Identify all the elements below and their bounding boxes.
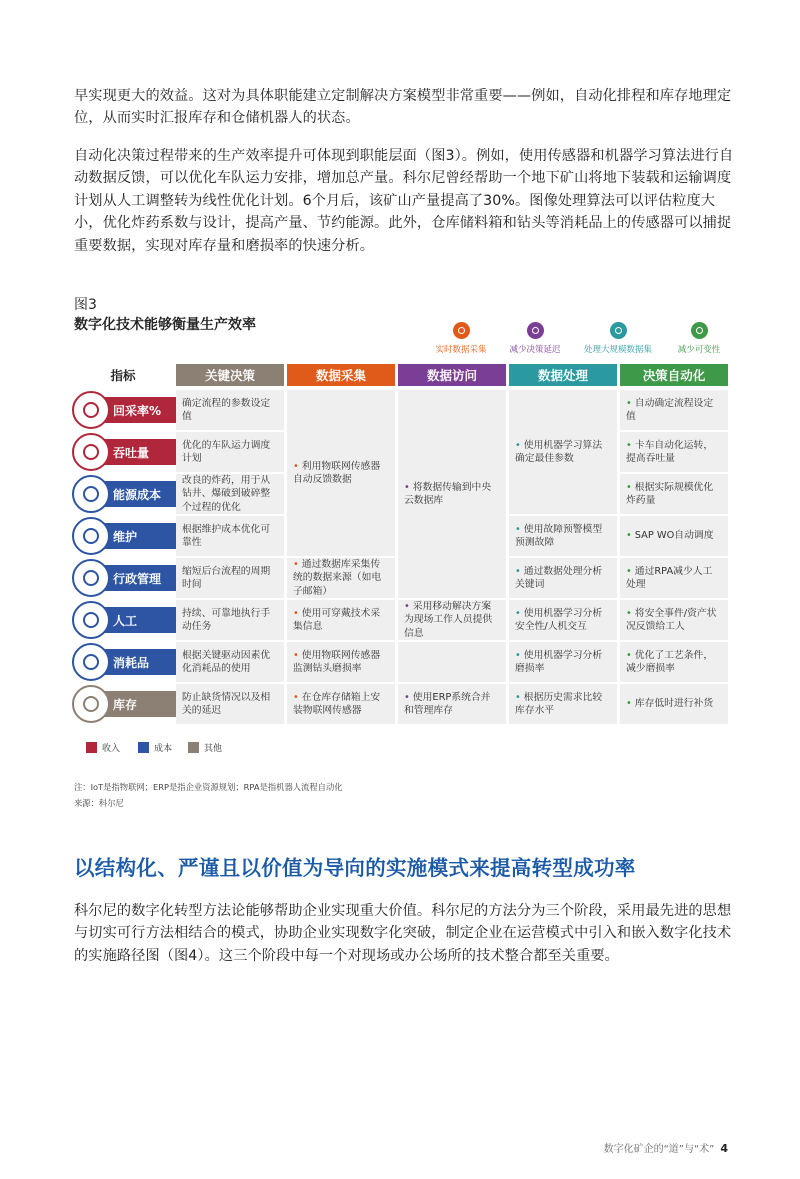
- indicator-recovery: [72, 391, 174, 429]
- indicator-label: 维护: [91, 523, 246, 549]
- figure-source: 来源：科尔尼: [74, 798, 124, 808]
- automation-cell: • 优化了工艺条件，减少磨损率: [620, 642, 728, 682]
- key-decision-cell: 防止缺货情况以及相关的延迟: [176, 684, 284, 724]
- legend-realtime-label: 实时数据采集: [435, 345, 487, 355]
- automation-cell: • 根据实际规模优化炸药量: [620, 474, 728, 514]
- header-data-processing: 数据处理: [509, 364, 617, 386]
- recycle-icon: [72, 391, 110, 429]
- page-number: 4: [720, 1142, 728, 1155]
- legend-other: 其他: [188, 741, 222, 754]
- indicator-inventory: [72, 685, 174, 723]
- figure-note: 注：IoT是指物联网；ERP是指企业资源规划；RPA是指机器人流程自动化: [74, 782, 343, 792]
- body-paragraph-1: 早实现更大的效益。这对为具体职能建立定制解决方案模型非常重要——例如，自动化排程和库存地理定位，从而实时汇报库存和仓储机器人的状态。: [74, 88, 732, 127]
- key-decision-cell: 确定流程的参数设定值: [176, 390, 284, 430]
- figure-title: 数字化技术能够衡量生产效率: [74, 317, 256, 333]
- key-decision-cell: 优化的车队运力调度计划: [176, 432, 284, 472]
- legend-cost: 成本: [138, 741, 172, 754]
- indicator-labor: [72, 601, 174, 639]
- indicator-label: 能源成本: [91, 481, 246, 507]
- legend-bigdata: [576, 322, 660, 358]
- data-processing-cell: • 使用机器学习分析磨损率: [509, 642, 617, 682]
- legend-bigdata-label: 处理大规模数据集: [583, 345, 652, 355]
- data-access-cell: • 使用ERP系统合并和管理库存: [398, 684, 506, 724]
- data-processing-cell: • 使用机器学习分析安全性/人机交互: [509, 600, 617, 640]
- key-decision-cell: 改良的炸药，用于从钻井、爆破到破碎整个过程的优化: [176, 474, 284, 514]
- data-processing-cell: • 使用机器学习算法确定最佳参数: [509, 390, 617, 514]
- body-paragraph-2: 自动化决策过程带来的生产效率提升可体现到职能层面（图3）。例如，使用传感器和机器学习算法进行自动数据反馈，可以优化车队运力安排，增加总产量。科尔尼曾经帮助一个地下矿山将地下装载和运输调度计划从人工调整转为线性优化计划。6个月后，该矿山产量提高了30%。图像处理算法可以评估粒度大小，优化炸药系数与设计，提高产量、节约能源。此外，仓库储料箱和钻头等消耗品上的传感器可以捕捉重要数据，实现对库存量和磨损率的快速分析。: [74, 148, 734, 254]
- data-collection-cell: • 通过数据库采集传统的数据来源（如电子邮箱）: [287, 558, 395, 598]
- indicator-throughput: [72, 433, 174, 471]
- legend-delay: [502, 322, 568, 358]
- header-data-collection: 数据采集: [287, 364, 395, 386]
- header-data-access: 数据访问: [398, 364, 506, 386]
- automation-cell: • 将安全事件/资产状况反馈给工人: [620, 600, 728, 640]
- delay-icon: [527, 322, 544, 339]
- data-collection-cell: • 使用可穿戴技术采集信息: [287, 600, 395, 640]
- automation-cell: • 通过RPA减少人工处理: [620, 558, 728, 598]
- indicator-maintenance: [72, 517, 174, 555]
- atom-icon: [72, 475, 110, 513]
- key-decision-cell: 根据关键驱动因素优化消耗品的使用: [176, 642, 284, 682]
- data-processing-cell: • 使用故障预警模型预测故障: [509, 516, 617, 556]
- drop-icon: [72, 643, 110, 681]
- legend-variability-label: 减少可变性: [677, 345, 721, 355]
- data-collection-cell: • 使用物联网传感器监测钻头磨损率: [287, 642, 395, 682]
- key-decision-cell: 缩短后台流程的周期时间: [176, 558, 284, 598]
- legend-revenue: 收入: [86, 741, 120, 754]
- legend-delay-label: 减少决策延迟: [509, 345, 561, 355]
- key-decision-cell: 持续、可靠地执行手动任务: [176, 600, 284, 640]
- data-access-cell: • 采用移动解决方案为现场工作人员提供信息: [398, 600, 506, 640]
- key-decision-cell: 根据维护成本优化可靠性: [176, 516, 284, 556]
- legend-variability: [666, 322, 732, 358]
- data-collection-cell: • 在仓库存储箱上安装物联网传感器: [287, 684, 395, 724]
- body-paragraph-3: 科尔尼的数字化转型方法论能够帮助企业实现重大价值。科尔尼的方法分为三个阶段，采用最先进的思想与切实可行方法相结合的模式，协助企业实现数字化突破，制定企业在运营模式中引入和嵌入数字化技术的实施路径图（图4）。这三个阶段中每一个对现场或办公场所的技术整合都至关重要。: [74, 903, 732, 964]
- indicator-label: 人工: [91, 607, 246, 633]
- realtime-icon: [453, 322, 470, 339]
- automation-cell: • 卡车自动化运转，提高吞吐量: [620, 432, 728, 472]
- box-icon: [72, 685, 110, 723]
- section-heading: 以结构化、严谨且以价值为导向的实施模式来提高转型成功率: [74, 856, 636, 880]
- header-decision-automation: 决策自动化: [620, 364, 728, 386]
- data-access-cell-empty: [398, 642, 506, 682]
- automation-cell: • 自动确定流程设定值: [620, 390, 728, 430]
- wrench-icon: [72, 517, 110, 555]
- indicator-label: 吞吐量: [91, 439, 246, 465]
- legend-realtime: [428, 322, 494, 358]
- indicator-energy-cost: [72, 475, 174, 513]
- footer-title: 数字化矿企的“道”与“术”: [603, 1144, 715, 1155]
- variability-icon: [691, 322, 708, 339]
- data-access-cell: • 将数据传输到中央云数据库: [398, 390, 506, 598]
- indicator-administration: [72, 559, 174, 597]
- figure-label: 图3: [74, 297, 97, 313]
- page-footer: [604, 1140, 728, 1155]
- header-indicator: 指标: [72, 364, 174, 386]
- data-collection-cell: • 利用物联网传感器自动反馈数据: [287, 390, 395, 556]
- people-icon: [72, 601, 110, 639]
- document-icon: [72, 559, 110, 597]
- header-key-decision: 关键决策: [176, 364, 284, 386]
- indicator-label: 回采率%: [91, 397, 246, 423]
- indicator-label: 消耗品: [91, 649, 246, 675]
- trend-chart-icon: [72, 433, 110, 471]
- data-processing-cell: • 根据历史需求比较库存水平: [509, 684, 617, 724]
- indicator-label: 库存: [91, 691, 246, 717]
- automation-cell: • 库存低时进行补货: [620, 684, 728, 724]
- indicator-label: 行政管理: [91, 565, 246, 591]
- indicator-consumables: [72, 643, 174, 681]
- bigdata-icon: [610, 322, 627, 339]
- data-processing-cell: • 通过数据处理分析关键词: [509, 558, 617, 598]
- automation-cell: • SAP WO自动调度: [620, 516, 728, 556]
